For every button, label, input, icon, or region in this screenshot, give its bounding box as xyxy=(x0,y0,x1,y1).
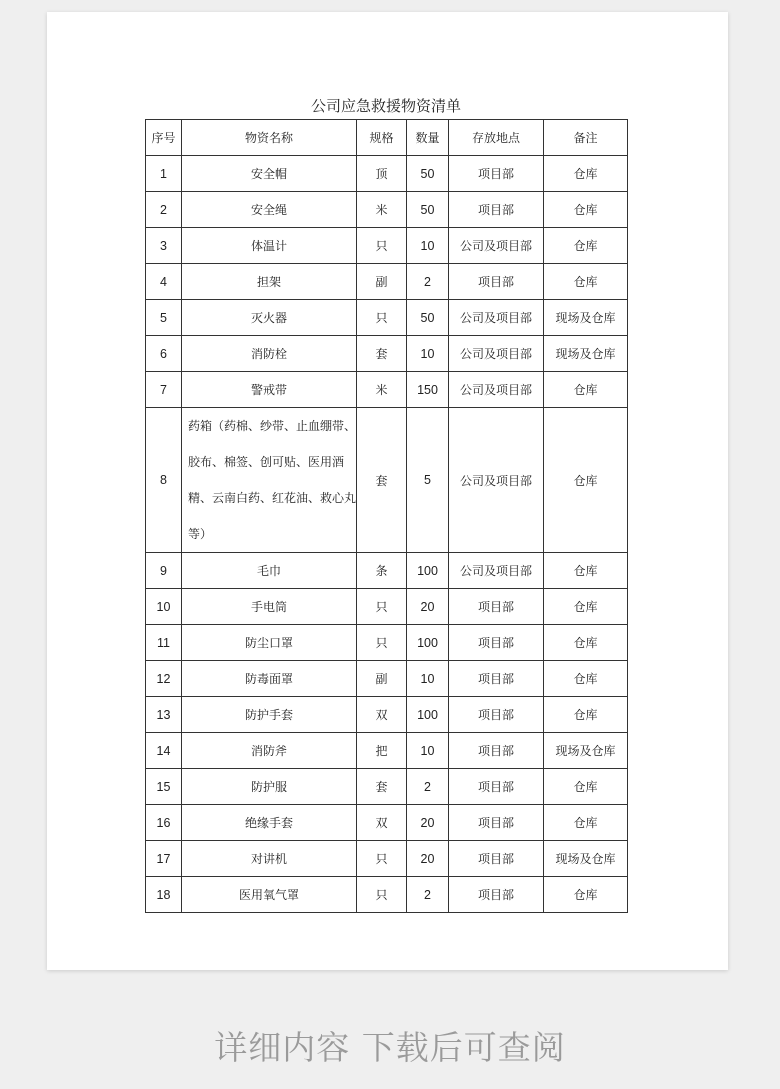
table-row xyxy=(146,625,628,661)
cell-index: 14 xyxy=(146,733,182,769)
cell-unit: 副 xyxy=(357,264,407,300)
supplies-table xyxy=(145,119,628,913)
table-row xyxy=(146,156,628,192)
footer-download-hint: 详细内容 下载后可查阅 xyxy=(214,1028,566,1067)
table-row xyxy=(146,733,628,769)
table-row xyxy=(146,300,628,336)
cell-index: 2 xyxy=(146,192,182,228)
cell-note: 仓库 xyxy=(544,769,628,805)
cell-unit: 只 xyxy=(357,841,407,877)
cell-note: 仓库 xyxy=(544,877,628,913)
cell-index: 10 xyxy=(146,589,182,625)
cell-quantity: 2 xyxy=(407,264,449,300)
cell-location: 项目部 xyxy=(449,697,544,733)
table-row xyxy=(146,841,628,877)
cell-index: 13 xyxy=(146,697,182,733)
cell-index: 12 xyxy=(146,661,182,697)
header-index: 序号 xyxy=(146,120,182,156)
cell-quantity: 50 xyxy=(407,300,449,336)
cell-index: 3 xyxy=(146,228,182,264)
table-row xyxy=(146,264,628,300)
cell-quantity: 10 xyxy=(407,661,449,697)
cell-name: 对讲机 xyxy=(182,841,357,877)
cell-name: 绝缘手套 xyxy=(182,805,357,841)
cell-quantity: 5 xyxy=(407,408,449,553)
cell-index: 9 xyxy=(146,553,182,589)
cell-quantity: 20 xyxy=(407,841,449,877)
cell-unit: 双 xyxy=(357,805,407,841)
cell-unit: 只 xyxy=(357,625,407,661)
table-row xyxy=(146,372,628,408)
table-row xyxy=(146,192,628,228)
table-row xyxy=(146,553,628,589)
cell-index: 11 xyxy=(146,625,182,661)
cell-quantity: 10 xyxy=(407,733,449,769)
cell-note: 仓库 xyxy=(544,625,628,661)
cell-note: 仓库 xyxy=(544,589,628,625)
cell-unit: 只 xyxy=(357,589,407,625)
table-header-row xyxy=(146,120,628,156)
cell-location: 公司及项目部 xyxy=(449,408,544,553)
cell-unit: 米 xyxy=(357,192,407,228)
cell-note: 仓库 xyxy=(544,553,628,589)
cell-name: 警戒带 xyxy=(182,372,357,408)
cell-location: 公司及项目部 xyxy=(449,372,544,408)
cell-note: 仓库 xyxy=(544,228,628,264)
cell-location: 项目部 xyxy=(449,769,544,805)
cell-unit: 只 xyxy=(357,228,407,264)
cell-name: 防护服 xyxy=(182,769,357,805)
cell-name: 消防栓 xyxy=(182,336,357,372)
header-quantity: 数量 xyxy=(407,120,449,156)
cell-location: 公司及项目部 xyxy=(449,300,544,336)
cell-quantity: 50 xyxy=(407,192,449,228)
header-name: 物资名称 xyxy=(182,120,357,156)
cell-location: 项目部 xyxy=(449,841,544,877)
table-row xyxy=(146,408,628,553)
cell-unit: 套 xyxy=(357,769,407,805)
cell-note: 现场及仓库 xyxy=(544,733,628,769)
cell-index: 8 xyxy=(146,408,182,553)
cell-unit: 只 xyxy=(357,300,407,336)
cell-unit: 副 xyxy=(357,661,407,697)
cell-quantity: 10 xyxy=(407,336,449,372)
cell-note: 仓库 xyxy=(544,156,628,192)
table-row xyxy=(146,805,628,841)
cell-name: 安全绳 xyxy=(182,192,357,228)
cell-name: 安全帽 xyxy=(182,156,357,192)
cell-quantity: 20 xyxy=(407,805,449,841)
cell-index: 4 xyxy=(146,264,182,300)
cell-name: 医用氧气罩 xyxy=(182,877,357,913)
cell-location: 项目部 xyxy=(449,192,544,228)
cell-quantity: 100 xyxy=(407,625,449,661)
cell-location: 项目部 xyxy=(449,733,544,769)
table-row xyxy=(146,228,628,264)
cell-note: 仓库 xyxy=(544,264,628,300)
cell-location: 项目部 xyxy=(449,625,544,661)
cell-name: 消防斧 xyxy=(182,733,357,769)
cell-name: 药箱（药棉、纱带、止血绷带、胶布、棉签、创可贴、医用酒精、云南白药、红花油、救心丸等） xyxy=(182,408,357,553)
header-note: 备注 xyxy=(544,120,628,156)
cell-location: 公司及项目部 xyxy=(449,553,544,589)
cell-unit: 把 xyxy=(357,733,407,769)
table-row xyxy=(146,877,628,913)
cell-index: 5 xyxy=(146,300,182,336)
cell-unit: 条 xyxy=(357,553,407,589)
cell-name: 担架 xyxy=(182,264,357,300)
table-row xyxy=(146,769,628,805)
cell-location: 项目部 xyxy=(449,156,544,192)
document-title: 公司应急救援物资清单 xyxy=(310,97,461,115)
cell-unit: 米 xyxy=(357,372,407,408)
cell-name: 毛巾 xyxy=(182,553,357,589)
table-row xyxy=(146,697,628,733)
cell-note: 仓库 xyxy=(544,192,628,228)
cell-unit: 双 xyxy=(357,697,407,733)
cell-location: 项目部 xyxy=(449,661,544,697)
cell-index: 16 xyxy=(146,805,182,841)
cell-location: 项目部 xyxy=(449,805,544,841)
cell-location: 项目部 xyxy=(449,589,544,625)
cell-quantity: 2 xyxy=(407,769,449,805)
cell-name: 体温计 xyxy=(182,228,357,264)
cell-name: 防尘口罩 xyxy=(182,625,357,661)
cell-index: 15 xyxy=(146,769,182,805)
cell-note: 现场及仓库 xyxy=(544,841,628,877)
cell-quantity: 50 xyxy=(407,156,449,192)
table-row xyxy=(146,661,628,697)
table-row xyxy=(146,336,628,372)
cell-name: 防毒面罩 xyxy=(182,661,357,697)
cell-quantity: 100 xyxy=(407,697,449,733)
cell-quantity: 10 xyxy=(407,228,449,264)
cell-location: 公司及项目部 xyxy=(449,228,544,264)
cell-note: 仓库 xyxy=(544,372,628,408)
table-row xyxy=(146,589,628,625)
cell-unit: 套 xyxy=(357,336,407,372)
cell-name: 防护手套 xyxy=(182,697,357,733)
header-unit: 规格 xyxy=(357,120,407,156)
cell-index: 7 xyxy=(146,372,182,408)
header-location: 存放地点 xyxy=(449,120,544,156)
cell-unit: 顶 xyxy=(357,156,407,192)
cell-index: 18 xyxy=(146,877,182,913)
cell-location: 公司及项目部 xyxy=(449,336,544,372)
cell-location: 项目部 xyxy=(449,877,544,913)
cell-note: 仓库 xyxy=(544,661,628,697)
cell-unit: 只 xyxy=(357,877,407,913)
cell-unit: 套 xyxy=(357,408,407,553)
cell-location: 项目部 xyxy=(449,264,544,300)
cell-quantity: 100 xyxy=(407,553,449,589)
cell-note: 仓库 xyxy=(544,408,628,553)
cell-quantity: 150 xyxy=(407,372,449,408)
cell-note: 仓库 xyxy=(544,697,628,733)
cell-index: 17 xyxy=(146,841,182,877)
cell-name: 手电筒 xyxy=(182,589,357,625)
cell-index: 6 xyxy=(146,336,182,372)
cell-index: 1 xyxy=(146,156,182,192)
cell-note: 现场及仓库 xyxy=(544,336,628,372)
cell-quantity: 20 xyxy=(407,589,449,625)
cell-note: 现场及仓库 xyxy=(544,300,628,336)
cell-note: 仓库 xyxy=(544,805,628,841)
cell-name: 灭火器 xyxy=(182,300,357,336)
cell-quantity: 2 xyxy=(407,877,449,913)
